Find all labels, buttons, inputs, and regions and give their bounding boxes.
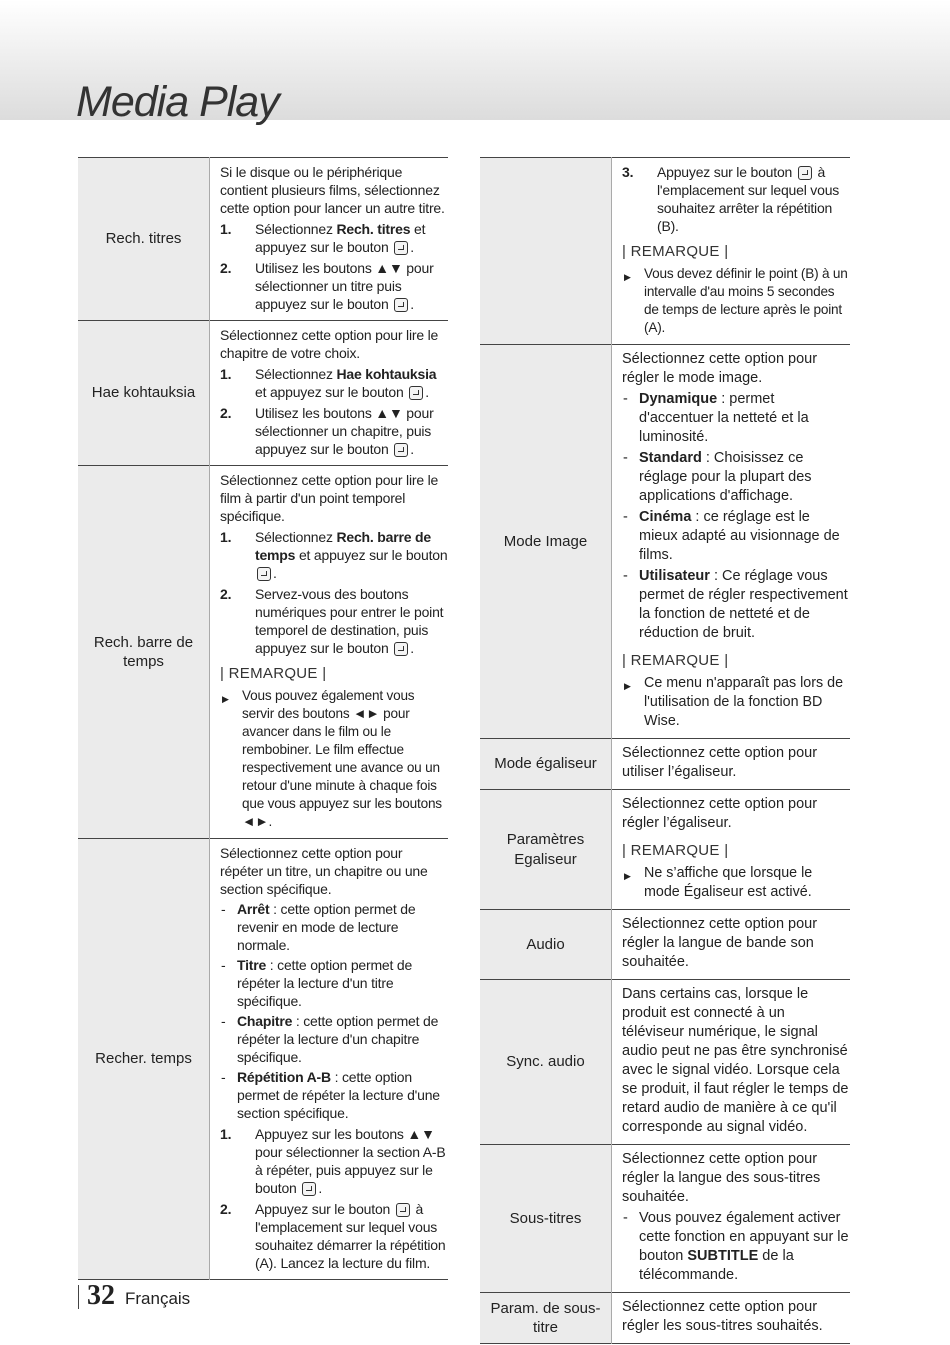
triangle-bullet-icon: ▶	[624, 871, 631, 881]
table-row	[78, 158, 448, 321]
intro-text: Sélectionnez cette option pour régler le mode image.	[622, 351, 818, 386]
row-label: Mode Image	[480, 345, 612, 739]
remark-item: ▶ Ne s’affiche que lorsque le mode Égaliseur est activé.	[624, 865, 813, 900]
intro-text: Sélectionnez cette option pour répéter un titre, un chapitre ou une section spécifique.	[220, 845, 428, 897]
enter-button-icon	[257, 567, 271, 581]
step-number: 2.	[220, 1201, 232, 1217]
row-label: Rech. titres	[78, 158, 210, 321]
row-label: Audio	[480, 910, 612, 980]
footer-divider	[78, 1285, 79, 1309]
description-text: Sélectionnez cette option pour utiliser l’égaliseur.	[622, 745, 818, 780]
left-column	[78, 157, 448, 1280]
triangle-bullet-icon: ▶	[624, 681, 631, 691]
row-description	[612, 739, 851, 790]
step-number: 2.	[220, 586, 232, 602]
enter-button-icon	[394, 642, 408, 656]
remark-title: | REMARQUE |	[622, 243, 729, 260]
step-item: 2. Utilisez les boutons ▲▼ pour sélectionner un chapitre, puis appuyez sur le bouton .	[220, 405, 434, 457]
step-number: 1.	[220, 221, 232, 237]
page-footer	[78, 1280, 191, 1311]
option-item: - Répétition A-B : cette option permet de répéter la lecture d'une section spécifique.	[221, 1069, 440, 1121]
step-item: 2. Utilisez les boutons ▲▼ pour sélectionner un titre puis appuyez sur le bouton .	[220, 260, 434, 312]
enter-button-icon	[302, 1182, 316, 1196]
row-label: Hae kohtauksia	[78, 321, 210, 466]
row-description	[612, 1293, 851, 1344]
row-description	[210, 321, 449, 466]
footer-language: Français	[125, 1289, 191, 1308]
row-description	[612, 790, 851, 910]
step-item: 1. Sélectionnez Rech. titres et appuyez sur le bouton .	[220, 221, 426, 255]
row-description	[612, 980, 851, 1145]
step-item: 1. Appuyez sur les boutons ▲▼ pour sélectionner la section A-B à répéter, puis appuyez sur le bouton .	[220, 1126, 446, 1196]
option-item: - Utilisateur : Ce réglage vous permet de régler respectivement la fonction de netteté et de réduction de bruit.	[623, 568, 848, 641]
step-item: 2. Appuyez sur le bouton à l'emplacement sur lequel vous souhaitez démarrer la répétition (A). Lancez la lecture du film.	[220, 1201, 446, 1271]
page-number: 32	[87, 1280, 115, 1311]
option-item: - Standard : Choisissez ce réglage pour la plupart des applications d'affichage.	[623, 450, 812, 504]
option-item: - Titre : cette option permet de répéter la lecture d'un titre spécifique.	[221, 957, 413, 1009]
table-row	[480, 1293, 850, 1344]
description-text: Sélectionnez cette option pour régler la langue des sous-titres souhaitée.	[622, 1151, 821, 1205]
right-column	[480, 157, 850, 1344]
step-item: 3. Appuyez sur le bouton à l'emplacement sur lequel vous souhaitez arrêter la répétition (B).	[622, 164, 840, 234]
option-item: - Chapitre : cette option permet de répéter la lecture d'un chapitre spécifique.	[221, 1013, 439, 1065]
step-number: 1.	[220, 366, 232, 382]
table-row	[480, 910, 850, 980]
page-title: Media Play	[76, 78, 279, 126]
description-text: Sélectionnez cette option pour régler la langue de bande son souhaitée.	[622, 916, 818, 970]
table-row	[480, 790, 850, 910]
step-number: 3.	[622, 164, 634, 180]
row-label: Mode égaliseur	[480, 739, 612, 790]
row-description	[210, 839, 449, 1280]
right-feature-table	[480, 157, 850, 1344]
step-number: 2.	[220, 260, 232, 276]
row-label-empty	[480, 158, 612, 345]
description-text: Sélectionnez cette option pour régler les sous-titres souhaités.	[622, 1299, 823, 1334]
row-description	[612, 345, 851, 739]
step-item: 2. Servez-vous des boutons numériques pour entrer le point temporel de destination, puis appuyez sur le bouton .	[220, 586, 444, 656]
row-description	[612, 910, 851, 980]
option-item: - Arrêt : cette option permet de revenir en mode de lecture normale.	[221, 901, 416, 953]
description-text: Sélectionnez cette option pour régler l’égaliseur.	[622, 796, 818, 831]
triangle-bullet-icon: ▶	[624, 272, 631, 282]
enter-button-icon	[396, 1203, 410, 1217]
step-number: 2.	[220, 405, 232, 421]
option-item: - Dynamique : permet d'accentuer la netteté et la luminosité.	[623, 391, 809, 445]
row-label: Sync. audio	[480, 980, 612, 1145]
remark-item: ▶ Ce menu n'apparaît pas lors de l'utilisation de la fonction BD Wise.	[624, 675, 844, 729]
table-row	[78, 321, 448, 466]
table-row	[480, 739, 850, 790]
intro-text: Sélectionnez cette option pour lire le chapitre de votre choix.	[220, 327, 439, 361]
enter-button-icon	[798, 166, 812, 180]
step-number: 1.	[220, 1126, 232, 1142]
intro-text: Si le disque ou le périphérique contient plusieurs films, sélectionnez cette option pour lancer un autre titre.	[220, 164, 445, 216]
remark-item: ▶ Vous devez définir le point (B) à un intervalle d'au moins 5 secondes de temps de lecture après le point (A).	[624, 266, 848, 335]
remark-item: ▶ Vous pouvez également vous servir des boutons ◄► pour avancer dans le film ou le rembobiner. Le film effectue respectivement une avance ou un retour d'une minute à chaque fois que vous appuyez sur les boutons ◄►.	[222, 688, 442, 829]
row-description	[210, 466, 449, 839]
enter-button-icon	[394, 298, 408, 312]
row-label: Rech. barre de temps	[78, 466, 210, 839]
enter-button-icon	[394, 443, 408, 457]
remark-title: | REMARQUE |	[220, 665, 327, 682]
table-row	[480, 158, 850, 345]
step-number: 1.	[220, 529, 232, 545]
row-label: Sous-titres	[480, 1145, 612, 1293]
row-label: Recher. temps	[78, 839, 210, 1280]
description-text: Dans certains cas, lorsque le produit est connecté à un téléviseur numérique, le signal audio peut ne pas être synchronisé avec le signal vidéo. Lorsque cela se produit, il faut régler le temps de retard audio de manière à ce qu'il corresponde au signal vidéo.	[622, 986, 849, 1135]
enter-button-icon	[409, 386, 423, 400]
remark-title: | REMARQUE |	[622, 842, 729, 859]
table-row	[480, 1145, 850, 1293]
enter-button-icon	[394, 241, 408, 255]
triangle-bullet-icon: ▶	[222, 694, 229, 704]
table-row	[78, 839, 448, 1280]
option-item: - Cinéma : ce réglage est le mieux adapté au visionnage de films.	[623, 509, 840, 563]
table-row	[480, 345, 850, 739]
row-label: Paramètres Egaliseur	[480, 790, 612, 910]
row-description	[612, 1145, 851, 1293]
intro-text: Sélectionnez cette option pour lire le film à partir d'un point temporel spécifique.	[220, 472, 439, 524]
row-description	[612, 158, 851, 345]
option-item: - Vous pouvez également activer cette fonction en appuyant sur le bouton SUBTITLE de la télécommande.	[623, 1210, 849, 1283]
row-label: Param. de sous-titre	[480, 1293, 612, 1344]
table-row	[480, 980, 850, 1145]
step-item: 1. Sélectionnez Hae kohtauksia et appuyez sur le bouton .	[220, 366, 437, 400]
table-row	[78, 466, 448, 839]
remark-title: | REMARQUE |	[622, 652, 729, 669]
step-item: 1. Sélectionnez Rech. barre de temps et appuyez sur le bouton .	[220, 529, 448, 581]
left-feature-table	[78, 157, 448, 1280]
row-description	[210, 158, 449, 321]
